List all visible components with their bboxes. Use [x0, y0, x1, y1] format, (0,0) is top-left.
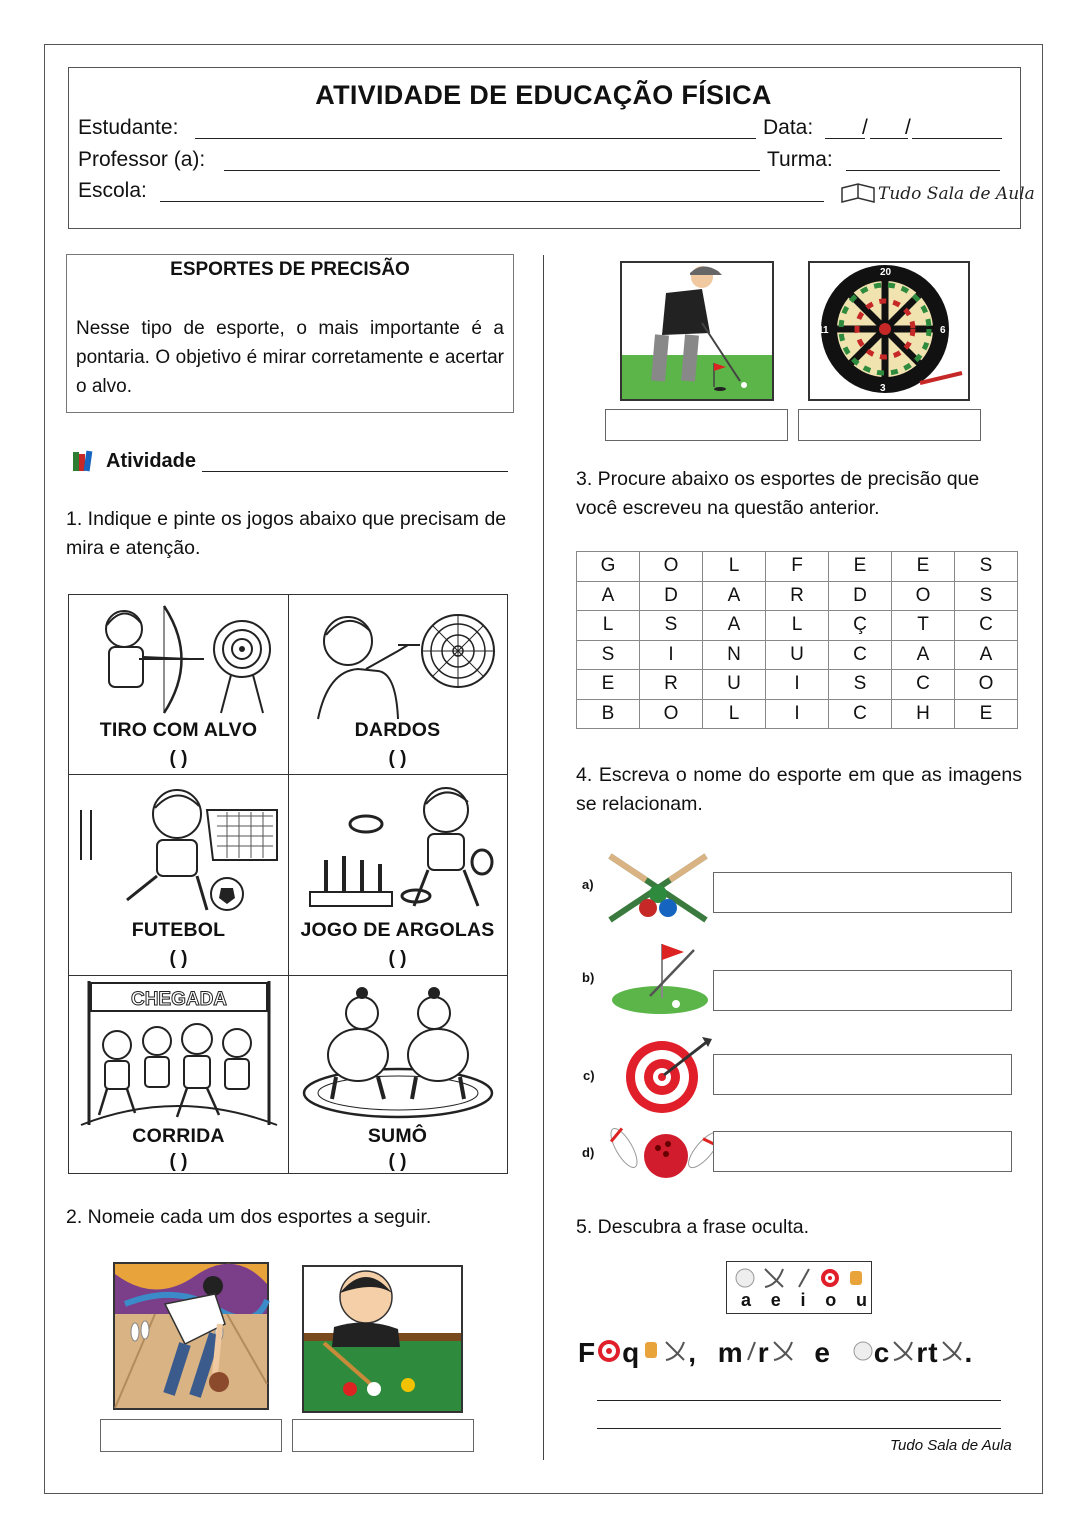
word-search-cell[interactable]: U	[766, 640, 829, 670]
option-checkbox[interactable]: ( )	[169, 1151, 188, 1172]
word-search-row	[577, 552, 1018, 582]
word-search-cell[interactable]: I	[640, 640, 703, 670]
bow-arrow-icon	[939, 1338, 965, 1362]
date-month-field[interactable]	[870, 138, 908, 139]
word-search-cell[interactable]: S	[955, 552, 1018, 582]
word-search-row	[577, 699, 1018, 729]
word-search-cell[interactable]: H	[892, 699, 955, 729]
word-search-cell[interactable]: F	[766, 552, 829, 582]
word-search-cell[interactable]: E	[829, 552, 892, 582]
answer-box-b[interactable]	[713, 970, 1012, 1011]
word-search-cell[interactable]: B	[577, 699, 640, 729]
word-search-cell[interactable]: L	[766, 611, 829, 641]
question-1: 1. Indique e pinte os jogos abaixo que precisam de mira e atenção.	[66, 508, 507, 559]
question-5: 5. Descubra a frase oculta.	[576, 1216, 810, 1238]
class-field[interactable]	[846, 170, 1000, 171]
vowel-key	[726, 1261, 872, 1314]
word-search-cell[interactable]: O	[640, 699, 703, 729]
ring-toss-icon	[296, 780, 500, 920]
student-field[interactable]	[195, 138, 756, 139]
word-search-cell[interactable]: D	[829, 581, 892, 611]
word-search-row	[577, 611, 1018, 641]
school-field[interactable]	[160, 201, 824, 202]
svg-text:Tudo Sala de Aula: Tudo Sala de Aula	[878, 184, 1035, 204]
option-label: SUMÔ	[367, 1125, 428, 1147]
word-search-cell[interactable]: S	[577, 640, 640, 670]
word-search-cell[interactable]: O	[955, 670, 1018, 700]
word-search-cell[interactable]: C	[955, 611, 1018, 641]
finish-banner-text: CHEGADA	[130, 989, 228, 1010]
target-icon	[614, 1035, 714, 1115]
option-race[interactable]	[69, 975, 288, 1173]
answer-line-1[interactable]	[597, 1400, 1001, 1401]
vowel-e: e	[770, 1290, 781, 1310]
word-search-cell[interactable]: I	[766, 670, 829, 700]
word-search-cell[interactable]: A	[703, 581, 766, 611]
trophy-icon	[850, 1271, 862, 1285]
word-search-cell[interactable]: I	[766, 699, 829, 729]
word-search-row	[577, 640, 1018, 670]
item-letter: a)	[582, 877, 594, 892]
page-title: ATIVIDADE DE EDUCAÇÃO FÍSICA	[315, 80, 772, 110]
bow-arrow-icon	[765, 1269, 783, 1287]
word-search-cell[interactable]: D	[640, 581, 703, 611]
bowling-image	[113, 1262, 269, 1410]
question-2: 2. Nomeie cada um dos esportes a seguir.	[66, 1206, 432, 1228]
target-small-icon	[828, 1276, 832, 1280]
answer-box-c[interactable]	[713, 1054, 1012, 1095]
books-icon	[72, 449, 96, 473]
vowel-o: o	[825, 1290, 837, 1310]
golf-flag-icon	[610, 940, 710, 1016]
word-search-cell[interactable]: L	[703, 552, 766, 582]
word-search-cell[interactable]: E	[577, 670, 640, 700]
student-label: Estudante:	[78, 116, 179, 139]
answer-box-bowling[interactable]	[100, 1419, 282, 1452]
word-search-cell[interactable]: L	[577, 611, 640, 641]
activity-label: Atividade	[106, 450, 197, 472]
word-search-cell[interactable]: S	[955, 581, 1018, 611]
golf-club-icon	[799, 1269, 809, 1287]
teacher-field[interactable]	[224, 170, 760, 171]
word-search-row	[577, 670, 1018, 700]
word-search-cell[interactable]: A	[577, 581, 640, 611]
golf-ball-icon	[736, 1269, 754, 1287]
sumo-icon	[296, 981, 500, 1121]
vowel-key-icons	[733, 1265, 867, 1291]
bow-arrow-icon	[770, 1338, 796, 1362]
option-label: JOGO DE ARGOLAS	[300, 919, 495, 941]
item-letter: c)	[583, 1068, 595, 1083]
option-checkbox[interactable]: ( )	[388, 1151, 407, 1172]
svg-text:6: 6	[940, 325, 946, 336]
archery-icon	[79, 601, 279, 719]
golf-club-icon	[744, 1338, 758, 1362]
billiards-icon	[606, 852, 710, 924]
option-label: CORRIDA	[132, 1125, 225, 1147]
item-letter: d)	[582, 1145, 595, 1160]
race-icon	[77, 977, 281, 1125]
intro-text: Nesse tipo de esporte, o mais importante é a pontaria. O objetivo é mirar corretamente e acertar o alvo.	[76, 318, 504, 397]
class-label: Turma:	[767, 148, 833, 171]
option-label: DARDOS	[354, 719, 441, 741]
option-label: TIRO COM ALVO	[99, 719, 258, 741]
trophy-icon	[640, 1338, 662, 1362]
word-search-cell[interactable]: A	[955, 640, 1018, 670]
date-label: Data:	[763, 116, 814, 139]
word-search-cell[interactable]: O	[892, 581, 955, 611]
column-divider	[543, 255, 544, 1460]
option-archery[interactable]	[69, 595, 288, 774]
date-day-field[interactable]	[825, 138, 865, 139]
word-search-cell[interactable]: R	[640, 670, 703, 700]
answer-box-d[interactable]	[713, 1131, 1012, 1172]
word-search-cell[interactable]: A	[892, 640, 955, 670]
question-4: 4. Escreva o nome do esporte em que as imagens se relacionam.	[576, 764, 1022, 815]
option-checkbox[interactable]: ( )	[169, 748, 188, 769]
intro-title: ESPORTES DE PRECISÃO	[170, 259, 410, 280]
target-small-icon	[596, 1338, 622, 1362]
date-year-field[interactable]	[912, 138, 1002, 139]
word-search-cell[interactable]: C	[829, 640, 892, 670]
darts-player-icon	[298, 601, 498, 719]
word-search-cell[interactable]: Ç	[829, 611, 892, 641]
vowel-a: a	[741, 1290, 752, 1310]
soccer-icon	[77, 780, 281, 920]
svg-text:11: 11	[818, 325, 829, 336]
date-slash-2: /	[905, 116, 911, 139]
word-search-cell[interactable]: C	[829, 699, 892, 729]
activity-underline	[202, 471, 508, 472]
darts-image	[808, 261, 970, 401]
book-logo-icon	[840, 174, 1035, 206]
svg-text:20: 20	[880, 267, 892, 278]
vowel-u: u	[855, 1290, 867, 1310]
bowling-icon	[608, 1118, 724, 1184]
word-search-cell[interactable]: E	[892, 552, 955, 582]
option-sumo[interactable]	[288, 975, 507, 1173]
word-search-cell[interactable]: S	[829, 670, 892, 700]
word-search-cell[interactable]: O	[640, 552, 703, 582]
snooker-image	[302, 1265, 463, 1413]
option-soccer[interactable]	[69, 774, 288, 975]
option-checkbox[interactable]: ( )	[388, 748, 407, 769]
word-search-cell[interactable]: R	[766, 581, 829, 611]
word-search-cell[interactable]: E	[955, 699, 1018, 729]
word-search-cell[interactable]: U	[703, 670, 766, 700]
word-search-cell[interactable]: G	[577, 552, 640, 582]
option-checkbox[interactable]: ( )	[388, 948, 407, 969]
golf-image	[620, 261, 774, 401]
word-search-cell[interactable]: S	[640, 611, 703, 641]
question-3: 3. Procure abaixo os esportes de precisão que você escreveu na questão anterior.	[576, 468, 980, 519]
word-search-cell[interactable]: L	[703, 699, 766, 729]
vowel-i: i	[800, 1290, 806, 1310]
word-search-cell[interactable]: T	[892, 611, 955, 641]
hidden-phrase: F q , m r e c rt .	[578, 1337, 974, 1368]
bow-arrow-icon	[662, 1338, 688, 1362]
school-label: Escola:	[78, 179, 147, 202]
word-search-cell[interactable]: N	[703, 640, 766, 670]
answer-box-a[interactable]	[713, 872, 1012, 913]
answer-box-snooker[interactable]	[292, 1419, 474, 1452]
word-search-grid	[576, 551, 1018, 729]
answer-line-2[interactable]	[597, 1428, 1001, 1429]
teacher-label: Professor (a):	[78, 148, 206, 171]
brand-logo	[840, 174, 1035, 206]
item-letter: b)	[582, 970, 595, 985]
word-search-cell[interactable]: C	[892, 670, 955, 700]
option-label: FUTEBOL	[131, 919, 226, 941]
footer-brand: Tudo Sala de Aula	[890, 1437, 1012, 1454]
word-search-cell[interactable]: A	[703, 611, 766, 641]
option-ring-toss[interactable]	[288, 774, 507, 975]
option-darts[interactable]	[288, 595, 507, 774]
bow-arrow-icon	[890, 1338, 916, 1362]
answer-box-golf[interactable]	[605, 409, 788, 441]
option-checkbox[interactable]: ( )	[169, 948, 188, 969]
sports-grid	[68, 594, 508, 1174]
svg-text:3: 3	[880, 383, 886, 394]
golf-ball-icon	[852, 1338, 874, 1362]
vowel-letters	[741, 1290, 867, 1311]
date-slash-1: /	[862, 116, 868, 139]
word-search-row	[577, 581, 1018, 611]
answer-box-darts[interactable]	[798, 409, 981, 441]
